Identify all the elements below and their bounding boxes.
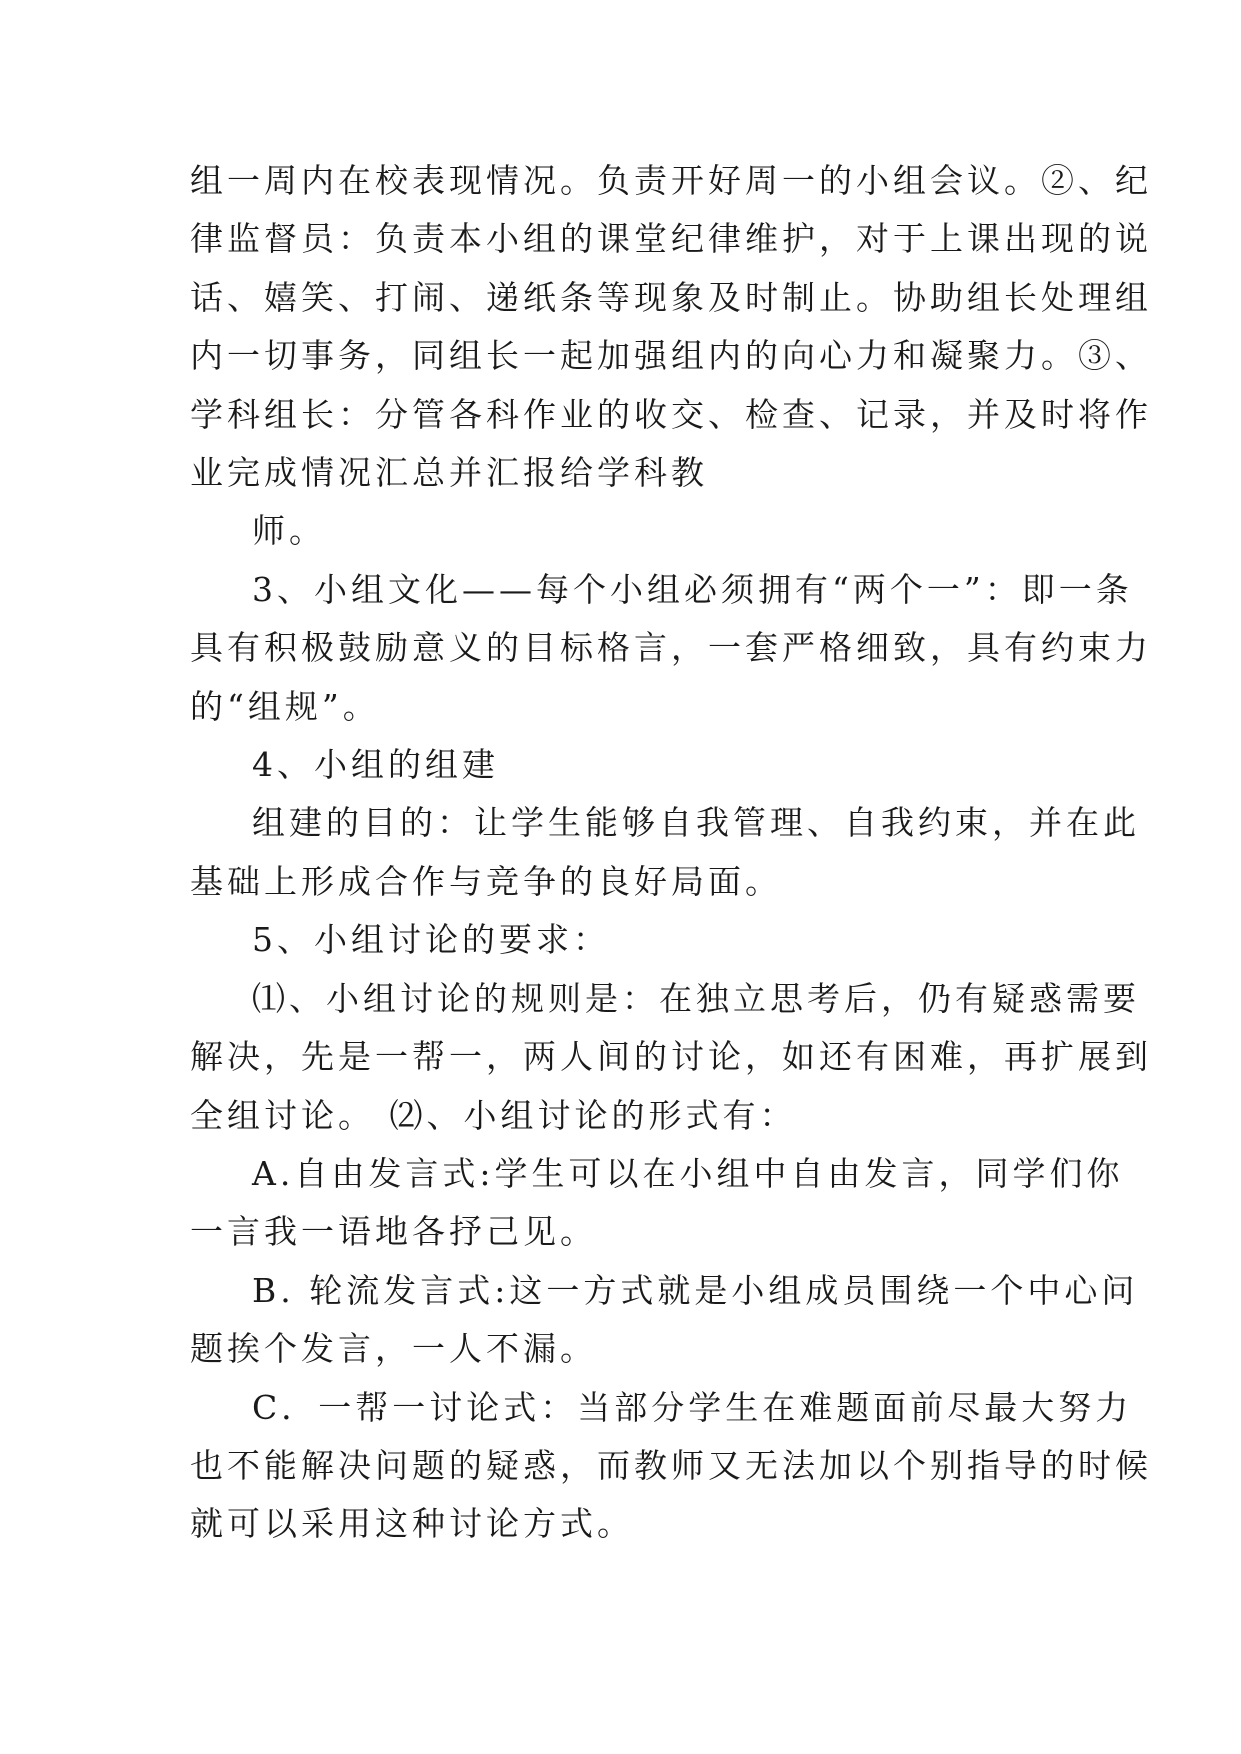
- text-line: 学科组长：分管各科作业的收交、检查、记录，并及时将作: [190, 394, 1152, 434]
- text-line: ⑴、小组讨论的规则是：在独立思考后，仍有疑惑需要: [252, 978, 1140, 1018]
- text-line: 的“组规”。: [190, 686, 380, 726]
- section-3-heading: 3、小组文化——每个小组必须拥有“两个一”：即一条: [252, 569, 1133, 609]
- section-4-heading: 4、小组的组建: [252, 745, 499, 785]
- list-item-a: A.自由发言式:学生可以在小组中自由发言，同学们你: [252, 1153, 1124, 1193]
- text-line: 组建的目的：让学生能够自我管理、自我约束，并在此: [252, 803, 1140, 843]
- text-line: 话、嬉笑、打闹、递纸条等现象及时制止。协助组长处理组: [190, 277, 1152, 317]
- text-line: 也不能解决问题的疑惑，而教师又无法加以个别指导的时候: [190, 1445, 1152, 1485]
- text-line: 业完成情况汇总并汇报给学科教: [190, 453, 708, 493]
- text-line: 律监督员：负责本小组的课堂纪律维护，对于上课出现的说: [190, 219, 1152, 259]
- section-5-heading: 5、小组讨论的要求：: [252, 920, 610, 960]
- text-line: 就可以采用这种讨论方式。: [190, 1504, 634, 1544]
- text-line: 题挨个发言，一人不漏。: [190, 1329, 597, 1369]
- document-body: [190, 152, 1152, 1554]
- text-line: 解决，先是一帮一，两人间的讨论，如还有困难，再扩展到: [190, 1037, 1152, 1077]
- text-line: 组一周内在校表现情况。负责开好周一的小组会议。②、纪: [190, 161, 1152, 200]
- list-item-c: C．一帮一讨论式：当部分学生在难题面前尽最大努力: [252, 1387, 1133, 1427]
- text-line: 全组讨论。 ⑵、小组讨论的形式有：: [190, 1095, 797, 1135]
- text-line: 师。: [252, 511, 326, 551]
- text-line: 一言我一语地各抒己见。: [190, 1212, 597, 1252]
- text-line: 具有积极鼓励意义的目标格言，一套严格细致，具有约束力: [190, 628, 1152, 668]
- list-item-b: B. 轮流发言式:这一方式就是小组成员围绕一个中心问: [252, 1270, 1139, 1310]
- text-line: 基础上形成合作与竞争的良好局面。: [190, 861, 782, 901]
- text-line: 内一切事务，同组长一起加强组内的向心力和凝聚力。③、: [190, 336, 1152, 376]
